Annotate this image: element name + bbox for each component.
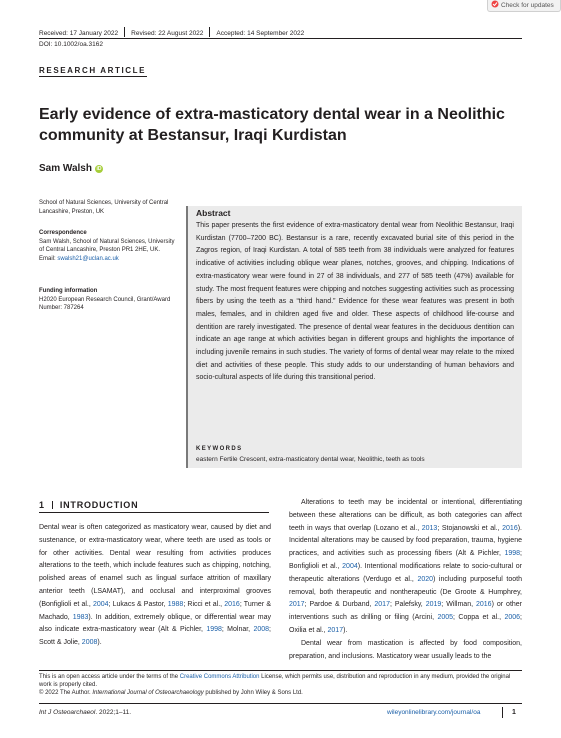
affiliation: School of Natural Sciences, University of Central Lancashire, Preston, UK (39, 200, 169, 215)
correspondence-label: Correspondence (39, 230, 87, 236)
body-text: ; Lukacs & Pastor, (108, 600, 168, 608)
body-text: ; Coppa et al., (453, 614, 505, 622)
body-text: ) or other interventions such as drilling or filing (Arcini, (289, 601, 523, 622)
body-text: ). Incidental alterations may be caused by food preparation, trauma, hygiene practices, and activities such as processing fibers (Alt & Pichler, (289, 524, 522, 558)
author (39, 163, 103, 174)
doi[interactable]: DOI: 10.1002/oa.3162 (39, 41, 103, 48)
divider (209, 27, 210, 37)
article-dates (39, 27, 304, 37)
citation-link[interactable]: 1983 (72, 613, 89, 621)
section-number: 1 (39, 500, 45, 510)
body-text: ; Scott & Jolie, (39, 626, 271, 647)
funding-text: H2020 European Research Council, Grant/Award Number: 787264 (39, 296, 171, 311)
check-for-updates-badge[interactable] (487, 0, 561, 12)
citation-link[interactable]: 2016 (476, 601, 492, 609)
page-number: 1 (512, 709, 516, 716)
paragraph: Dental wear from mastication is affected by food composition, preparation, and inclusions. Masticatory wear usually leads to the (289, 639, 522, 660)
body-text: ). Intentional modifications relate to socio-cultural or therapeutic alterations (Verdugo et al., (289, 562, 522, 583)
license-link[interactable]: Creative Commons Attribution (179, 674, 260, 680)
correspondence-text: Sam Walsh, School of Natural Sciences, University of Central Lancashire, Preston PR1 2HE, UK. (39, 238, 175, 253)
footer-rule (39, 703, 522, 704)
body-text: Dental wear is often categorized as masticatory wear, caused by diet and sustenance, or extra-masticatory wear, where teeth are used as tools or for other activities. Dental wear resulting from activities produces alterations to the teeth, which include features such as chipping, notching, polished areas of enamel such as lingual surface attrition of maxillary anterior teeth (LSAMAT), and occlusal and interproximal grooves (Bonfiglioli et al., (39, 524, 271, 608)
funding (39, 287, 179, 313)
citation-link[interactable]: 1998 (206, 626, 222, 634)
article-type: RESEARCH ARTICLE (39, 66, 147, 75)
body-text: ; Ricci et al., (183, 600, 225, 608)
body-text: ; Molnar, (221, 626, 254, 634)
license-text-part: This is an open access article under the terms of the (39, 674, 180, 680)
body-text: ; Stojanowski et al., (437, 524, 503, 532)
license-rule (39, 670, 522, 671)
journal-citation (39, 709, 131, 716)
citation-link[interactable]: 2016 (224, 600, 240, 608)
email-link[interactable]: swalsh21@uclan.ac.uk (57, 255, 119, 262)
journal-name: International Journal of Osteoarchaeology (92, 690, 204, 696)
body-text: ). (97, 639, 102, 647)
citation-link[interactable]: 1988 (167, 600, 184, 608)
citation-link[interactable]: 2020 (417, 575, 434, 583)
license-text-part: License, which permits use, distribution and reproduction in any medium, provided the original work is properly cited. (39, 674, 511, 688)
body-text: ). (343, 626, 348, 634)
received-date: Received: 17 January 2022 (39, 30, 119, 37)
journal-abbrev: Int J Osteoarchaeol (39, 709, 96, 716)
body-text: ) including purposeful tooth removal, both therapeutic and nontherapeutic (De Groote & Humphrey, (289, 575, 522, 596)
header-rule (39, 38, 522, 39)
citation-link[interactable]: 2019 (425, 601, 442, 609)
body-column-right (289, 497, 522, 663)
citation-link[interactable]: 2008 (81, 639, 98, 647)
revised-date: Revised: 22 August 2022 (131, 30, 204, 37)
citation-range: . 2022;1–11. (95, 709, 132, 716)
citation-link[interactable]: 2013 (421, 524, 438, 532)
funding-label: Funding information (39, 288, 98, 294)
citation-link[interactable]: 1998 (504, 550, 521, 558)
email-label: Email: (39, 255, 56, 262)
abstract-text: This paper presents the first evidence of extra-masticatory dental wear from Neolithic Bestansur, Iraqi Kurdistan (7700–7200 BC). Bestansur is a rare, recently excavated burial site of this period in the Zagros region, of Iraqi Kurdistan. A total of 585 teeth from 38 individuals were analyzed for features indicative of activities including oblique wear planes, notches, grooves, and chipping. Indications of extra-masticatory wear were found in 27 of 38 individuals, and 277 of 585 teeth (47%) available for study. The most frequent features were chipping and notches suggesting activities such as processing fibers by using the teeth as a “third hand.” Evidence for these wear features was present in both males, females, and in children aged five and older. These aspects of childhood life-course and dentition are rarely investigated. The presence of dental wear features in the deciduous dentition can indicate an age range at which activities began in different groups and highlights the importance of including juvenile remains in such studies. The variety of forms of dental wear may relate to the mixed diet and activities of these people. This study adds to our understanding of human behaviors and socio-cultural aspects of life during this transitional period. (196, 222, 514, 382)
keywords-text: eastern Fertile Crescent, extra-masticatory dental wear, Neolithic, teeth as tools (196, 456, 425, 463)
article-type-rule (39, 76, 147, 77)
section-heading (39, 500, 138, 510)
body-text: ; Pardoe & Durband, (304, 601, 375, 609)
check-for-updates-label: Check for updates (501, 2, 554, 9)
section-rule (39, 512, 269, 513)
body-text: ; Willman, (441, 601, 476, 609)
paragraph (39, 522, 271, 650)
citation-link[interactable]: 2005 (437, 614, 454, 622)
body-column-left (39, 522, 271, 650)
citation-link[interactable]: 2016 (502, 524, 518, 532)
accepted-date: Accepted: 14 September 2022 (216, 30, 305, 37)
section-title: INTRODUCTION (59, 500, 139, 510)
citation-link[interactable]: 2008 (253, 626, 270, 634)
body-text: ). In addition, extremely oblique, or differential wear may also indicate extra-masticatory wear (Alt & Pichler, (39, 613, 271, 634)
divider (502, 707, 503, 718)
journal-website-link[interactable]: wileyonlinelibrary.com/journal/oa (387, 709, 481, 716)
body-text: ; Palefsky, (389, 601, 426, 609)
body-text: ; Oxilia et al., (289, 614, 522, 634)
divider (124, 27, 125, 37)
divider (52, 501, 53, 509)
citation-link[interactable]: 2017 (374, 601, 390, 609)
orcid-icon[interactable]: iD (96, 166, 102, 172)
citation-link[interactable]: 2004 (342, 562, 358, 570)
publisher-text: published by John Wiley & Sons Ltd. (203, 690, 303, 696)
abstract-heading: Abstract (196, 208, 231, 218)
citation-link[interactable]: 2017 (289, 601, 305, 609)
copyright-text: © 2022 The Author. (39, 690, 93, 696)
keywords-heading: KEYWORDS (196, 446, 243, 452)
citation-link[interactable]: 2004 (92, 600, 109, 608)
paragraph (289, 497, 522, 638)
body-text: ; Turner & Machado, (39, 600, 271, 621)
correspondence (39, 229, 179, 263)
body-text: ; Bonfiglioli et al., (289, 550, 522, 570)
citation-link[interactable]: 2006 (504, 614, 521, 622)
license-text (39, 673, 522, 697)
author-name[interactable]: Sam Walsh (39, 163, 92, 174)
body-text: Alterations to teeth may be incidental or intentional, differentiating between these alterations can be difficult, as both categories can affect teeth in ways that overlap (Lozano et al., (289, 499, 522, 532)
citation-link[interactable]: 2017 (327, 626, 344, 634)
article-title: Early evidence of extra-masticatory dental wear in a Neolithic community at Bestansur, Iraqi Kurdistan (39, 106, 505, 144)
crossmark-icon (491, 0, 499, 8)
